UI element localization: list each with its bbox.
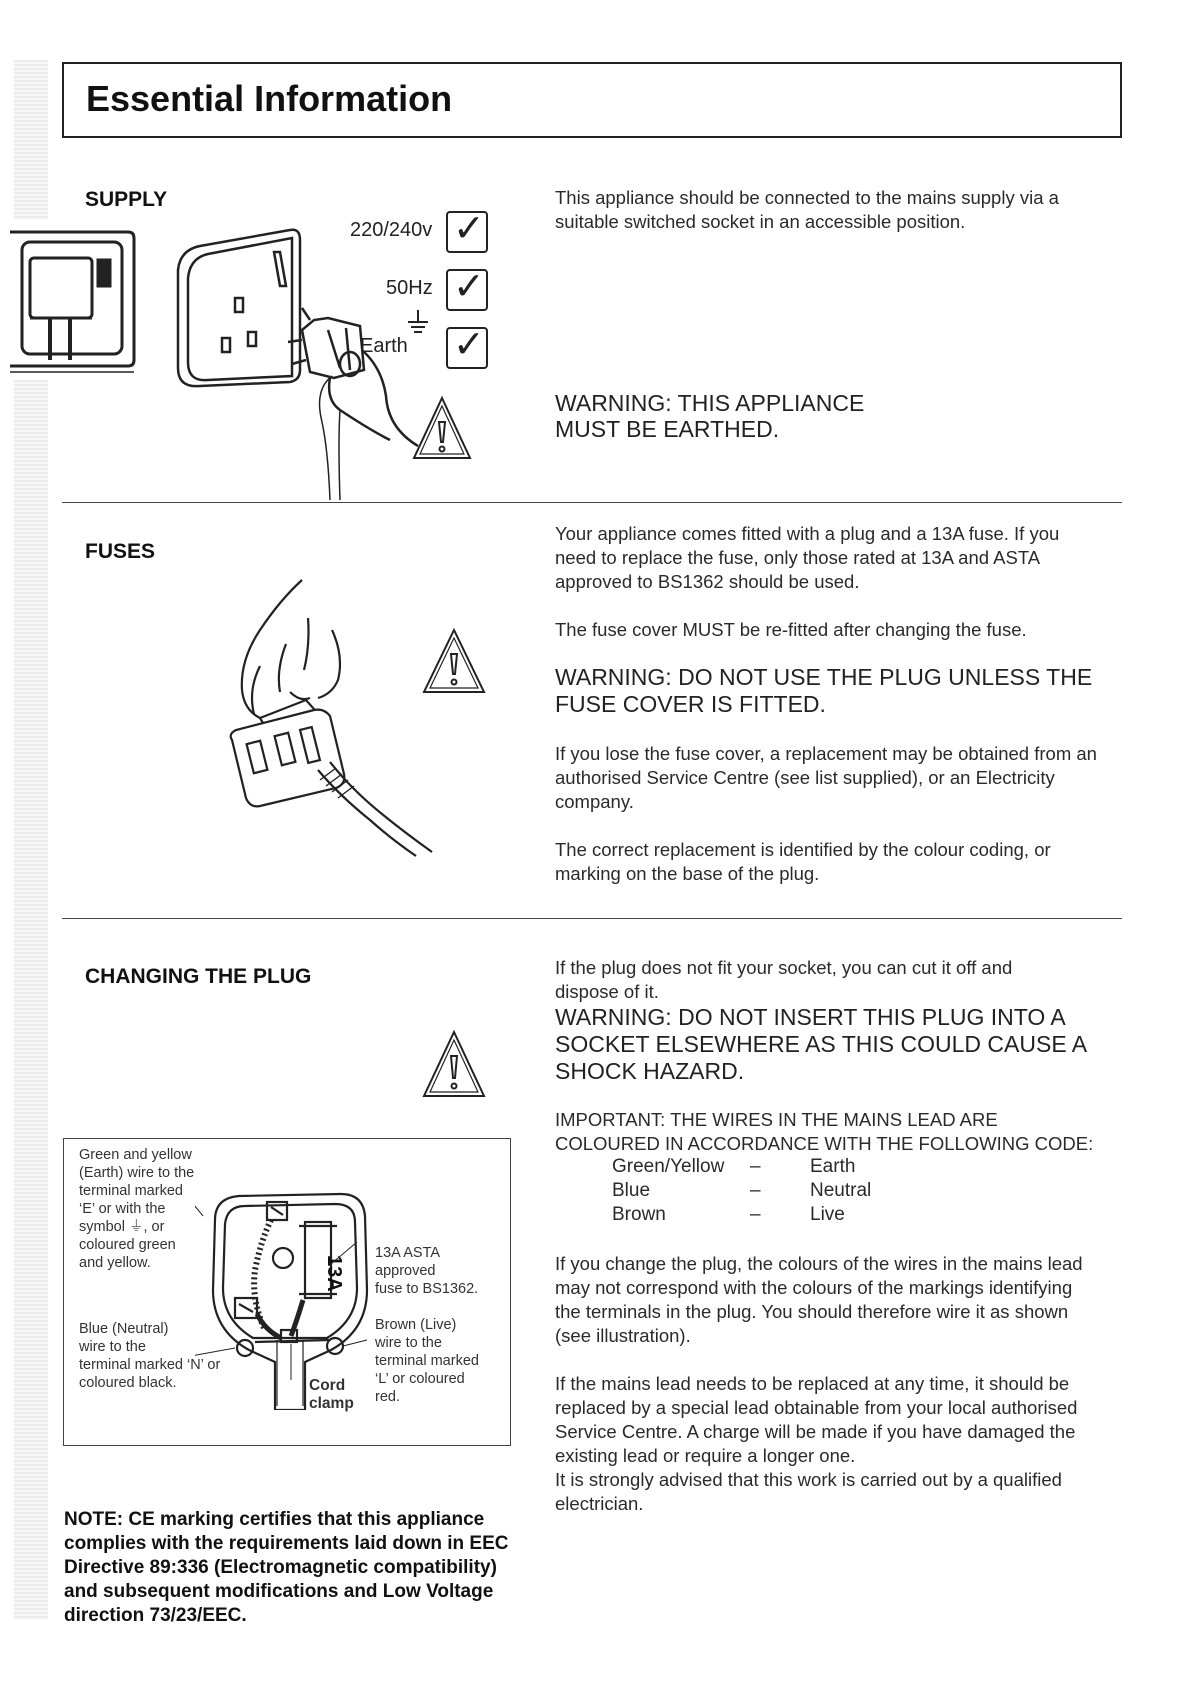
neutral-label-line: terminal marked ‘N’ or xyxy=(79,1357,221,1373)
earth-label-line: and yellow. xyxy=(79,1255,151,1271)
fuses-heading: FUSES xyxy=(85,540,156,563)
live-label-line: Brown (Live) xyxy=(375,1317,457,1333)
fuses-paragraph-1: Your appliance comes fitted with a plug and a 13A fuse. If you need to replace the fuse, only those rated at 13A and ASTA approved to BS1362 should be used. xyxy=(555,523,1060,592)
check-icon: ✓ xyxy=(453,208,485,250)
plug-base-icon xyxy=(231,710,432,856)
earth-label-line: Green and yellow xyxy=(79,1147,192,1163)
neutral-wire-label xyxy=(79,1320,254,1392)
wire-function: Live xyxy=(810,1204,845,1225)
fuses-paragraph-2: The fuse cover MUST be re-fitted after changing the fuse. xyxy=(555,619,1027,640)
plug-paragraph-4: It is strongly advised that this work is carried out by a qualified electrician. xyxy=(555,1469,1062,1514)
earth-label-line: symbol ⏚, or xyxy=(79,1219,165,1235)
earth-checkbox xyxy=(446,324,488,369)
wire-colour-table xyxy=(555,1156,1095,1236)
cord-label-line: Cord xyxy=(309,1377,346,1394)
fuse-label-line: 13A ASTA xyxy=(375,1245,441,1261)
divider xyxy=(62,502,1122,503)
voltage-checkbox xyxy=(446,208,488,253)
ce-marking-note: NOTE: CE marking certifies that this appliance complies with the requirements laid down in EEC Directive 89:336 (Electromagnetic compatibility) and subsequent modifications and Low Voltage direction 73/23/EEC. xyxy=(64,1509,509,1626)
check-icon: ✓ xyxy=(453,266,485,308)
supply-heading: SUPPLY xyxy=(85,188,168,211)
wire-dash: – xyxy=(750,1204,761,1225)
neutral-label-line: wire to the xyxy=(79,1339,146,1355)
fuses-warning: WARNING: DO NOT USE THE PLUG UNLESS THE FUSE COVER IS FITTED. xyxy=(555,664,1093,717)
live-wire-label xyxy=(375,1316,505,1406)
fuse-illustration xyxy=(220,570,500,860)
fuse-label-line: approved xyxy=(375,1263,436,1279)
wire-dash: – xyxy=(750,1156,761,1177)
wire-dash: – xyxy=(750,1180,761,1201)
plug-paragraph-1: If the plug does not fit your socket, you can cut it off and dispose of it. xyxy=(555,957,1013,1002)
wire-function: Earth xyxy=(810,1156,856,1177)
scan-edge-bottom xyxy=(14,380,48,1620)
fuses-paragraph-4: The correct replacement is identified by the colour coding, or marking on the base of the plug. xyxy=(555,839,1051,884)
fuse-marking: 13A xyxy=(323,1255,345,1292)
supply-text: This appliance should be connected to the mains supply via a suitable switched socket in an accessible position. xyxy=(555,187,1059,232)
important-line-2: COLOURED IN ACCORDANCE WITH THE FOLLOWING CODE: xyxy=(555,1133,1094,1154)
warning-triangle-icon xyxy=(420,1030,488,1100)
plug-warning: WARNING: DO NOT INSERT THIS PLUG INTO A SOCKET ELSEWHERE AS THIS COULD CAUSE A SHOCK HAZARD. xyxy=(555,1004,1086,1084)
supply-warning-line-2: MUST BE EARTHED. xyxy=(555,416,780,442)
supply-warning-line-1: WARNING: THIS APPLIANCE xyxy=(555,390,865,416)
spec-earth-label: Earth xyxy=(360,335,408,357)
cord-label-line: clamp xyxy=(309,1395,354,1412)
spec-voltage-label: 220/240v xyxy=(350,219,433,241)
spec-frequency-label: 50Hz xyxy=(386,277,433,299)
earth-label-line: terminal marked xyxy=(79,1183,183,1199)
earth-symbol-icon xyxy=(408,310,428,332)
wire-colour: Blue xyxy=(612,1180,651,1201)
earth-wire-label xyxy=(79,1146,229,1272)
important-line-1: IMPORTANT: THE WIRES IN THE MAINS LEAD ARE xyxy=(555,1109,998,1130)
warning-triangle-icon xyxy=(424,630,484,692)
plug-paragraph-3: If the mains lead needs to be replaced at any time, it should be replaced by a special lead obtainable from your local authorised Service Centre. A charge will be made if you have damaged the existing lead or require a longer one. xyxy=(555,1373,1078,1466)
title-box xyxy=(62,62,1122,138)
neutral-label-line: Blue (Neutral) xyxy=(79,1321,169,1337)
neutral-label-line: coloured black. xyxy=(79,1375,177,1391)
wire-colour: Brown xyxy=(612,1204,666,1225)
earth-label-line: (Earth) wire to the xyxy=(79,1165,195,1181)
plug-paragraph-2: If you change the plug, the colours of the wires in the mains lead may not correspond with the colours of the markings identifying the terminals in the plug. You should therefore wire it as shown (see illustration). xyxy=(555,1253,1083,1346)
switch-socket-icon xyxy=(10,232,134,372)
socket-illustration xyxy=(10,200,500,500)
frequency-checkbox xyxy=(446,266,488,311)
wire-colour: Green/Yellow xyxy=(612,1156,725,1177)
check-icon: ✓ xyxy=(453,324,485,366)
page-title: Essential Information xyxy=(86,78,453,119)
live-label-line: wire to the xyxy=(375,1335,442,1351)
live-label-line: terminal marked xyxy=(375,1353,479,1369)
divider xyxy=(62,918,1122,919)
live-label-line: ‘L’ or coloured xyxy=(375,1371,465,1387)
fuse-label-line: fuse to BS1362. xyxy=(375,1281,479,1297)
wire-function: Neutral xyxy=(810,1180,872,1201)
plug-heading: CHANGING THE PLUG xyxy=(85,965,312,988)
earth-label-line: ‘E’ or with the xyxy=(79,1201,166,1217)
scan-edge-top xyxy=(14,60,48,220)
cord-clamp-label xyxy=(309,1377,354,1413)
wall-socket-icon xyxy=(178,230,300,386)
fuse-rating-label xyxy=(375,1244,505,1298)
live-label-line: red. xyxy=(375,1389,400,1405)
fuses-paragraph-3: If you lose the fuse cover, a replacement may be obtained from an authorised Service Centre (see list supplied), or an Electricity company. xyxy=(555,743,1097,812)
warning-triangle-icon xyxy=(414,398,470,458)
earth-label-line: coloured green xyxy=(79,1237,176,1253)
